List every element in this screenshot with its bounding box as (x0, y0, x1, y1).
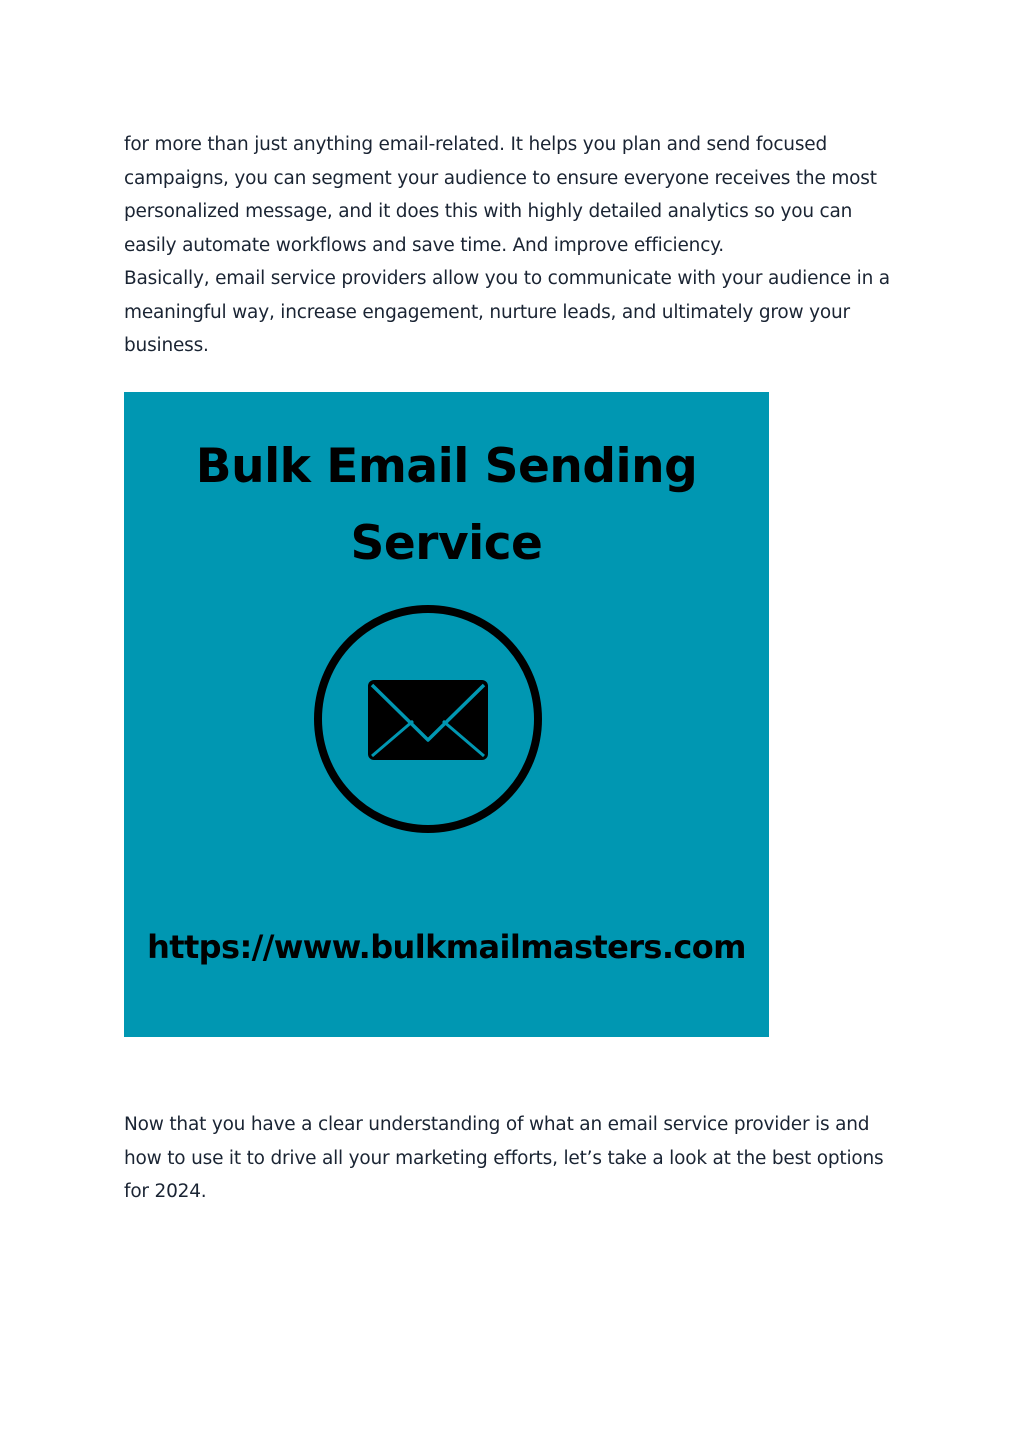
text-line: business. (124, 335, 209, 356)
promo-title-line: Service (350, 516, 543, 571)
promo-url: https://www.bulkmailmasters.com (147, 928, 746, 966)
text-line: easily automate workflows and save time. And improve efficiency. (124, 234, 724, 256)
text-line: campaigns, you can segment your audience to ensure everyone receives the most (124, 167, 877, 189)
text-line: how to use it to drive all your marketing efforts, let’s take a look at the best options (124, 1147, 884, 1169)
promo-title-line: Bulk Email Sending (195, 439, 698, 494)
text-line: Now that you have a clear understanding of what an email service provider is and (124, 1114, 870, 1135)
text-line: Basically, email service providers allow you to communicate with your audience in a (124, 268, 890, 289)
envelope-icon (368, 680, 488, 760)
text-line: for 2024. (124, 1181, 207, 1202)
body-paragraph (124, 1108, 894, 1209)
text-line: for more than just anything email-related. It helps you plan and send focused (124, 134, 827, 155)
text-line: meaningful way, increase engagement, nurture leads, and ultimately grow your (124, 301, 850, 323)
promo-image (124, 392, 769, 1037)
body-paragraph (124, 128, 894, 363)
envelope-in-circle-icon (313, 604, 543, 834)
text-line: personalized message, and it does this with highly detailed analytics so you can (124, 201, 853, 222)
